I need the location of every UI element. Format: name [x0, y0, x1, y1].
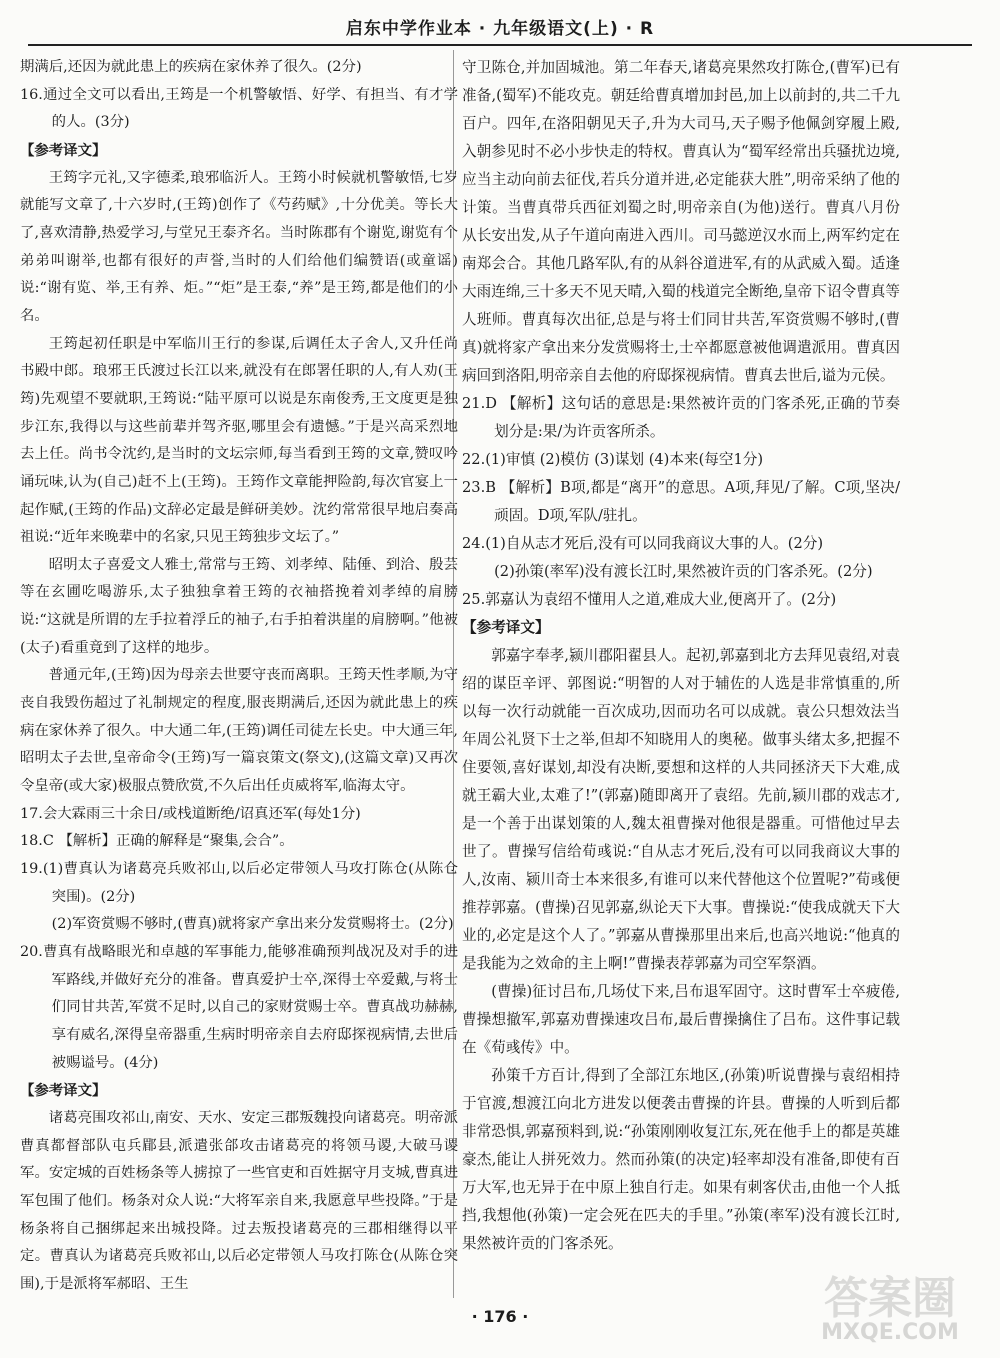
- watermark-logo: [790, 1262, 990, 1352]
- answer-item: 23.B 【解析】B项,都是“离开”的意思。A项,拜见/了解。C项,坚决/顽固。D项,军队/驻扎。: [462, 479, 900, 524]
- paragraph: (2)军资赏赐不够时,(曹真)就将家产拿出来分发赏赐将士。(2分): [51, 916, 454, 933]
- paragraph: 孙策千方百计,得到了全部江东地区,(孙策)听说曹操与袁绍相持于官渡,想渡江向北方进发以便袭击曹操的许县。曹操的人听到后都非常恐惧,郭嘉预料到,说:“孙策刚刚收复江东,死在他手上的都是英雄豪杰,能让人拼死效力。然而孙策(的决定)轻率却没有准备,即使有百万大军,也无异于在中原上独自行走。如果有刺客伏击,由他一个人抵挡,我想他(孙策)一定会死在匹夫的手里。”孙策(率军)没有渡长江时,果然被许贡的门客杀死。: [462, 1067, 900, 1252]
- answer-item: 21.D 【解析】这句话的意思是:果然被许贡的门客杀死,正确的节奏划分是:果/为许贡客所杀。: [462, 395, 900, 440]
- header-title: 启东中学作业本 · 九年级语文(上) · R: [345, 19, 655, 39]
- paragraph: 普通元年,(王筠)因为母亲去世要守丧而离职。王筠天性孝顺,为守丧自我毁伤超过了礼制规定的程度,服丧期满后,还因为就此患上的疾病在家休养了很久。中大通二年,(王筠)调任司徒左长史。中大通三年,昭明太子去世,皇帝命令(王筠)写一篇哀策文(祭文),(这篇文章)又再次令皇帝(或大家)极服点赞欣赏,不久后出任贞威将军,临海太守。: [20, 667, 458, 795]
- header-rule: [28, 44, 972, 46]
- paragraph: 守卫陈仓,并加固城池。第二年春天,诸葛亮果然攻打陈仓,(曹军)已有准备,(蜀军)不能攻克。朝廷给曹真增加封邑,加上以前封的,共二千九百户。四年,在洛阳朝见天子,升为大司马,天子赐予他佩剑穿履上殿,入朝参见时不必小步快走的特权。曹真认为“蜀军经常出兵骚扰边境,应当主动向前去征伐,若兵分道并进,必定能获大胜”,明帝采纳了他的计策。当曹真带兵西征刘蜀之时,明帝亲自(为他)送行。曹真八月份从长安出发,从子午道向南进入西川。司马懿逆汉水而上,两军约定在南郑会合。其他几路军队,有的从斜谷道进军,有的从武威入蜀。适逢大雨连绵,三十多天不见天晴,入蜀的栈道完全断绝,皇帝下诏令曹真等人班师。曹真每次出征,总是与将士们同甘共苦,军资赏赐不够时,(曹真)就将家产拿出来分发赏赐将士,士卒都愿意被他调遣派用。曹真因病回到洛阳,明帝亲自去他的府邸探视病情。曹真去世后,谥为元侯。: [462, 59, 900, 384]
- answer-item: 24.(1)自从志才死后,没有可以同我商议大事的人。(2分): [462, 535, 824, 552]
- section-heading: 【参考译文】: [462, 619, 550, 636]
- answer-item: 16.通过全文可以看出,王筠是一个机警敏悟、好学、有担当、有才学的人。(3分): [20, 86, 458, 131]
- section-heading: 【参考译文】: [20, 141, 107, 159]
- answer-item: 19.(1)曹真认为诸葛亮兵败祁山,以后必定带领人马攻打陈仓(从陈仓突围)。(2分): [20, 861, 458, 905]
- answer-item: 18.C 【解析】正确的解释是“聚集,会合”。: [20, 833, 294, 850]
- paragraph: 昭明太子喜爱文人雅士,常常与王筠、刘孝绰、陆倕、到洽、殷芸等在玄圃吃喝游乐,太子独独拿着王筠的衣袖搭挽着刘孝绰的肩膀说:“这就是所谓的左手拉着浮丘的袖子,右手拍着洪崖的肩膀啊。”他被(太子)看重竟到了这样的地步。: [20, 556, 458, 656]
- paragraph: 期满后,还因为就此患上的疾病在家休养了很久。(2分): [20, 59, 362, 75]
- answer-item: 17.会大霖雨三十余日/或栈道断绝/诏真还军(每处1分): [20, 805, 361, 822]
- paragraph: 郭嘉字奉孝,颍川郡阳翟县人。起初,郭嘉到北方去拜见袁绍,对袁绍的谋臣辛评、郭图说:“明智的人对于辅佐的人选是非常慎重的,所以每一次行动就能一百次成功,因而功名可以成就。袁公只想效法当年周公礼贤下士之举,但却不知晓用人的奥秘。做事头绪太多,把握不住要领,喜好谋划,却没有决断,要想和这样的人共同拯济天下大难,成就王霸大业,太难了!”(郭嘉)随即离开了袁绍。先前,颍川郡的戏志才,是一个善于出谋划策的人,魏太祖曹操对他很是器重。可惜他过早去世了。曹操写信给荀彧说:“自从志才死后,没有可以同我商议大事的人,汝南、颍川奇士本来很多,有谁可以来代替他这个位置呢?”荀彧便推荐郭嘉。(曹操)召见郭嘉,纵论天下大事。曹操说:“使我成就天下大业的,必定是这个人了。”郭嘉从曹操那里出来后,也高兴地说:“他真的是我能为之效命的主上啊!”曹操表荐郭嘉为司空军祭酒。: [462, 647, 900, 972]
- answer-item: 20.曹真有战略眼光和卓越的军事能力,能够准确预判战况及对手的进军路线,并做好充分的准备。曹真爱护士卒,深得士卒爱戴,与将士们同甘共苦,军赏不足时,以自己的家财赏赐士卒。曹真战功赫赫,享有威名,深得皇帝器重,生病时明帝亲自去府邸探视病情,去世后被赐谥号。(4分): [20, 944, 458, 1071]
- paragraph: (曹操)征讨吕布,几场仗下来,吕布退军固守。这时曹军士卒疲倦,曹操想撤军,郭嘉劝曹操速攻吕布,最后曹操擒住了吕布。这件事记载在《荀彧传》中。: [462, 983, 900, 1056]
- watermark-url: MXQE.COM: [821, 1320, 959, 1345]
- page-number: · 176 ·: [471, 1307, 529, 1326]
- left-column: [20, 54, 458, 1299]
- page-header: [0, 0, 1000, 46]
- section-heading: 【参考译文】: [20, 1082, 107, 1100]
- paragraph: 诸葛亮围攻祁山,南安、天水、安定三郡叛魏投向诸葛亮。明帝派曹真都督部队屯兵郿县,派遣张郃攻击诸葛亮的将领马谡,大破马谡军。安定城的百姓杨条等人掳掠了一些官吏和百姓据守月支城,曹真进军包围了他们。杨条对众人说:“大将军亲自来,我愿意早些投降。”于是杨条将自己捆绑起来出城投降。过去叛投诸葛亮的三郡相继得以平定。曹真认为诸葛亮兵败祁山,以后必定带领人马攻打陈仓(从陈仓突围),于是派将军郝昭、王生: [20, 1109, 458, 1292]
- answer-item: 25.郭嘉认为袁绍不懂用人之道,难成大业,便离开了。(2分): [462, 591, 837, 608]
- paragraph: (2)孙策(率军)没有渡长江时,果然被许贡的门客杀死。(2分): [494, 563, 873, 580]
- answer-item: 22.(1)审慎 (2)模仿 (3)谋划 (4)本来(每空1分): [462, 451, 764, 468]
- watermark-text: 答案圈: [824, 1273, 956, 1324]
- paragraph: 王筠起初任职是中军临川王行的参谋,后调任太子舍人,又升任尚书殿中郎。琅邪王氏渡过长江以来,就没有在郎署任职的人,有人劝(王筠)先观望不要就职,王筠说:“陆平原可以说是东南俊秀,王文度更是独步江东,我得以与这些前辈并驾齐驱,哪里会有遗憾。”于是兴高采烈地去上任。尚书令沈约,是当时的文坛宗师,每当看到王筠的文章,赞叹吟诵玩味,认为(自己)赶不上(王筠)。王筠作文章能押险韵,每次官宴上一起作赋,(王筠的作品)文辞必定最是鲜研美妙。沈约常常很早地启奏高祖说:“近年来晚辈中的名家,只见王筠独步文坛了。”: [20, 335, 458, 546]
- right-column: [462, 54, 900, 1258]
- paragraph: 王筠字元礼,又字德柔,琅邪临沂人。王筠小时候就机警敏悟,七岁就能写文章了,十六岁时,(王筠)创作了《芍药赋》,十分优美。等长大了,喜欢清静,热爱学习,与堂兄王泰齐名。当时陈郡有个谢览,谢览有个弟弟叫谢举,也都有很好的声誉,当时的人们给他们编赞语(或童谣)说:“谢有览、举,王有养、炬。”“炬”是王泰,“养”是王筠,都是他们的小名。: [20, 169, 458, 324]
